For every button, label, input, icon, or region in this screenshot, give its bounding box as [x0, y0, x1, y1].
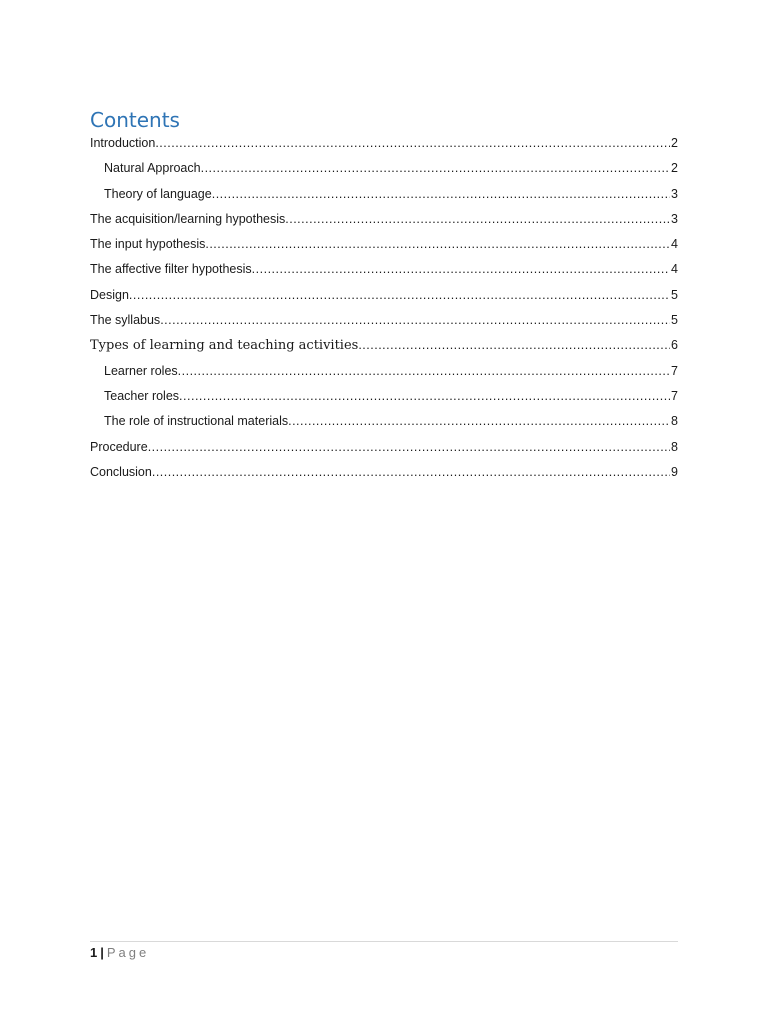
toc-entry-instructional-materials[interactable]	[90, 411, 678, 436]
toc-leader-dots	[288, 411, 670, 431]
toc-entry-page: 7	[671, 388, 678, 403]
footer-page-label: Page	[106, 945, 150, 960]
toc-entry-page: 3	[671, 211, 678, 226]
toc-leader-dots	[160, 310, 670, 330]
toc-entry-page: 6	[671, 338, 678, 353]
toc-entry-title: Natural Approach	[104, 161, 201, 176]
toc-entry-title: Design	[90, 287, 129, 302]
toc-leader-dots	[148, 437, 670, 457]
toc-entry-types-of-activities[interactable]	[90, 335, 678, 360]
toc-entry-title: The affective filter hypothesis	[90, 262, 252, 277]
toc-entry-page: 5	[671, 313, 678, 328]
toc-entry-procedure[interactable]	[90, 437, 678, 462]
toc-heading: Contents	[90, 108, 180, 132]
toc-entry-page: 8	[671, 439, 678, 454]
toc-entry-page: 9	[671, 464, 678, 479]
page-footer	[90, 944, 149, 962]
toc-entry-page: 3	[671, 186, 678, 201]
toc-leader-dots	[179, 386, 670, 406]
toc-entry-conclusion[interactable]	[90, 462, 678, 487]
toc-entry-page: 5	[671, 287, 678, 302]
toc-leader-dots	[129, 285, 670, 305]
toc-entry-title: The acquisition/learning hypothesis	[90, 211, 286, 226]
toc-entry-page: 7	[671, 363, 678, 378]
toc-entry-title: Learner roles	[104, 363, 178, 378]
toc-leader-dots	[358, 335, 670, 355]
toc-entry-teacher-roles[interactable]	[90, 386, 678, 411]
toc-entry-acquisition-learning-hypothesis[interactable]	[90, 209, 678, 234]
toc-entry-page: 8	[671, 414, 678, 429]
toc-entry-title: Teacher roles	[104, 388, 180, 403]
footer-separator: |	[100, 945, 104, 960]
toc-leader-dots	[155, 133, 670, 153]
toc-entry-title: Types of learning and teaching activities	[90, 338, 359, 354]
toc-leader-dots	[212, 184, 670, 204]
footer-divider	[90, 941, 678, 942]
toc-entry-learner-roles[interactable]	[90, 361, 678, 386]
toc-entry-title: The role of instructional materials	[104, 414, 289, 429]
toc-entry-page: 2	[671, 136, 678, 150]
toc-leader-dots	[201, 158, 670, 178]
toc-leader-dots	[152, 462, 670, 482]
toc-entry-theory-of-language[interactable]	[90, 184, 678, 209]
toc-entry-title: The syllabus	[90, 313, 161, 328]
toc-entry-page: 2	[671, 161, 678, 176]
table-of-contents	[90, 133, 678, 487]
toc-entry-page: 4	[671, 262, 678, 277]
toc-entry-input-hypothesis[interactable]	[90, 234, 678, 259]
toc-entry-syllabus[interactable]	[90, 310, 678, 335]
toc-entry-title: Introduction	[90, 136, 156, 150]
toc-leader-dots	[285, 209, 670, 229]
toc-entry-title: Procedure	[90, 439, 148, 454]
toc-leader-dots	[178, 361, 670, 381]
toc-entry-introduction[interactable]	[90, 133, 678, 158]
toc-leader-dots	[252, 259, 670, 279]
toc-leader-dots	[205, 234, 670, 254]
toc-entry-affective-filter-hypothesis[interactable]	[90, 259, 678, 284]
toc-entry-design[interactable]	[90, 285, 678, 310]
footer-page-number: 1	[90, 945, 98, 960]
toc-entry-page: 4	[671, 237, 678, 252]
toc-entry-title: Conclusion	[90, 464, 152, 479]
toc-entry-natural-approach[interactable]	[90, 158, 678, 183]
toc-entry-title: Theory of language	[104, 186, 212, 201]
toc-entry-title: The input hypothesis	[90, 237, 206, 252]
